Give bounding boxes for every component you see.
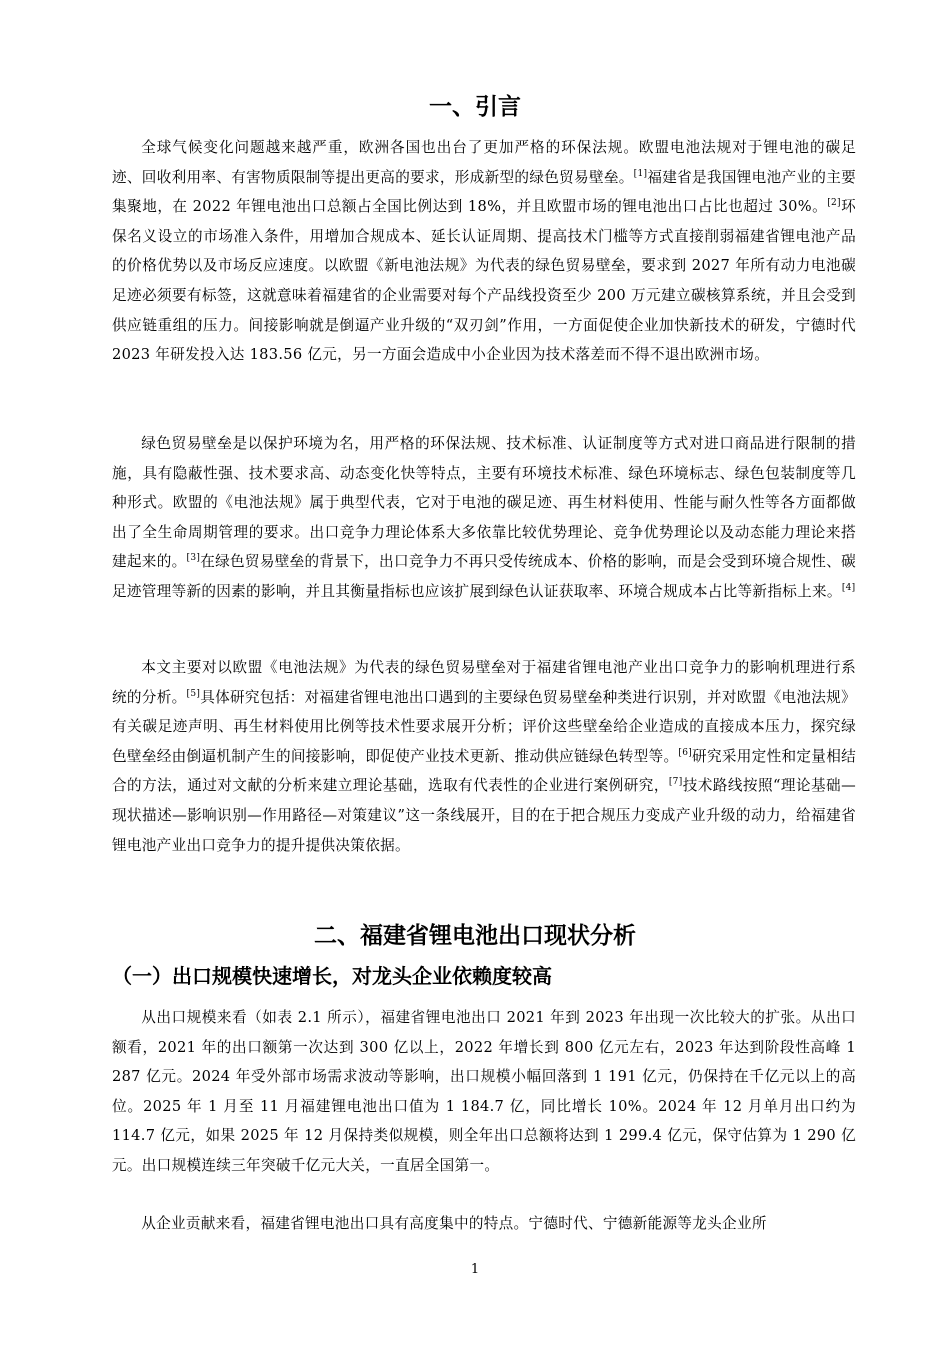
paragraph-3 [112,653,856,860]
text-run: 环保名义设立的市场准入条件，用增加合规成本、延长认证周期、提高技术门槛等方式直接削弱福建省锂电池产品的价格优势以及市场反应速度。以欧盟《新电池法规》为代表的绿色贸易壁垒，要求到 2027 年所有动力电池碳足迹必须要有标签，这就意味着福建省的企业需要对每个产品线投资至少 200 万元建立碳核算系统，并且会受到供应链重组的压力。间接影响就是倒逼产业升级的“双刃剑”作用，一方面促使企业加快新技术的研发，宁德时代 2023 年研发投入达 183.56 亿元，另一方面会造成中小企业因为技术落差而不得不退出欧洲市场。 [112,198,856,364]
citation-marker: [7] [668,777,683,788]
citation-marker: [1] [633,168,648,179]
text-run: 在绿色贸易壁垒的背景下，出口竞争力不再只受传统成本、价格的影响，而是会受到环境合规性、碳足迹管理等新的因素的影响，并且其衡量指标也应该扩展到绿色认证获取率、环境合规成本占比等新指标上来。 [112,553,856,600]
text-run: 全球气候变化问题越来越严重，欧洲各国也出台了更加严格的环保法规。欧盟电池法规对于锂电池的碳足迹、回收利用率、有害物质限制等提出更高的要求，形成新型的绿色贸易壁垒。 [112,139,856,186]
text-run: 从企业贡献来看，福建省锂电池出口具有高度集中的特点。宁德时代、宁德新能源等龙头企业所 [141,1215,767,1232]
text-run: 本文主要对以欧盟《电池法规》为代表的绿色贸易壁垒对于福建省锂电池产业出口竞争力的影响机理进行系统的分析。 [112,659,856,706]
citation-marker: [5] [186,688,201,699]
subsection-heading-export-scale: （一）出口规模快速增长，对龙头企业依赖度较高 [112,964,552,988]
citation-marker: [4] [841,583,856,594]
text-run: 研究采用定性和定量相结合的方法，通过对文献的分析来建立理论基础，选取有代表性的企业进行案例研究， [112,747,856,795]
section-heading-export-status: 二、福建省锂电池出口现状分析 [314,923,636,949]
text-run: 从出口规模来看（如表 2.1 所示），福建省锂电池出口 2021 年到 2023 年出现一次比较大的扩张。从出口额看，2021 年的出口额第一次达到 300 亿以上，2022 年增长到 800 亿元左右，2023 年达到阶段性高峰 1 287 亿元。2024 年受外部市场需求波动等影响，出口规模小幅回落到 1 191 亿元，仍保持在千亿元以上的高位。2025 年 1 月至 11 月福建锂电池出口值为 1 184.7 亿，同比增长 10%。2024 年 12 月单月出口约为 114.7 亿元，如果 2025 年 12 月保持类似规模，则全年出口总额将达到 1 299.4 亿元，保守估算为 1 290 亿元。出口规模连续三年突破千亿元大关，一直居全国第一。 [112,1009,856,1174]
text-run: 绿色贸易壁垒是以保护环境为名，用严格的环保法规、技术标准、认证制度等方式对进口商品进行限制的措施，具有隐蔽性强、技术要求高、动态变化快等特点，主要有环境技术标准、绿色环境标志、绿色包装制度等几种形式。欧盟的《电池法规》属于典型代表，它对于电池的碳足迹、再生材料使用、性能与耐久性等各方面都做出了全生命周期管理的要求。出口竞争力理论体系大多依靠比较优势理论、竞争优势理论以及动态能力理论来搭建起来的。 [112,435,856,571]
citation-marker: [3] [186,553,201,564]
paragraph-2 [112,429,856,607]
text-run: 福建省是我国锂电池产业的主要集聚地，在 2022 年锂电池出口总额占全国比例达到 18%，并且欧盟市场的锂电池出口占比也超过 30%。 [112,168,856,216]
paragraph-4 [112,1003,856,1181]
citation-marker: [2] [827,198,841,209]
text-run: 技术路线按照“理论基础—现状描述—影响识别—作用路径—对策建议”这一条线展开，目的在于把合规压力变成产业升级的动力，给福建省锂电池产业出口竞争力的提升提供决策依据。 [112,777,857,854]
page-number: 1 [470,1262,480,1277]
text-run: 具体研究包括：对福建省锂电池出口遇到的主要绿色贸易壁垒种类进行识别，并对欧盟《电池法规》有关碳足迹声明、再生材料使用比例等技术性要求展开分析；评价这些壁垒给企业造成的直接成本压力，探究绿色壁垒经由倒逼机制产生的间接影响，即促使产业技术更新、推动供应链绿色转型等。 [112,688,856,765]
paragraph-1 [112,133,856,370]
section-heading-introduction: 一、引言 [429,94,521,120]
paragraph-5 [112,1209,856,1239]
citation-marker: [6] [678,747,693,758]
